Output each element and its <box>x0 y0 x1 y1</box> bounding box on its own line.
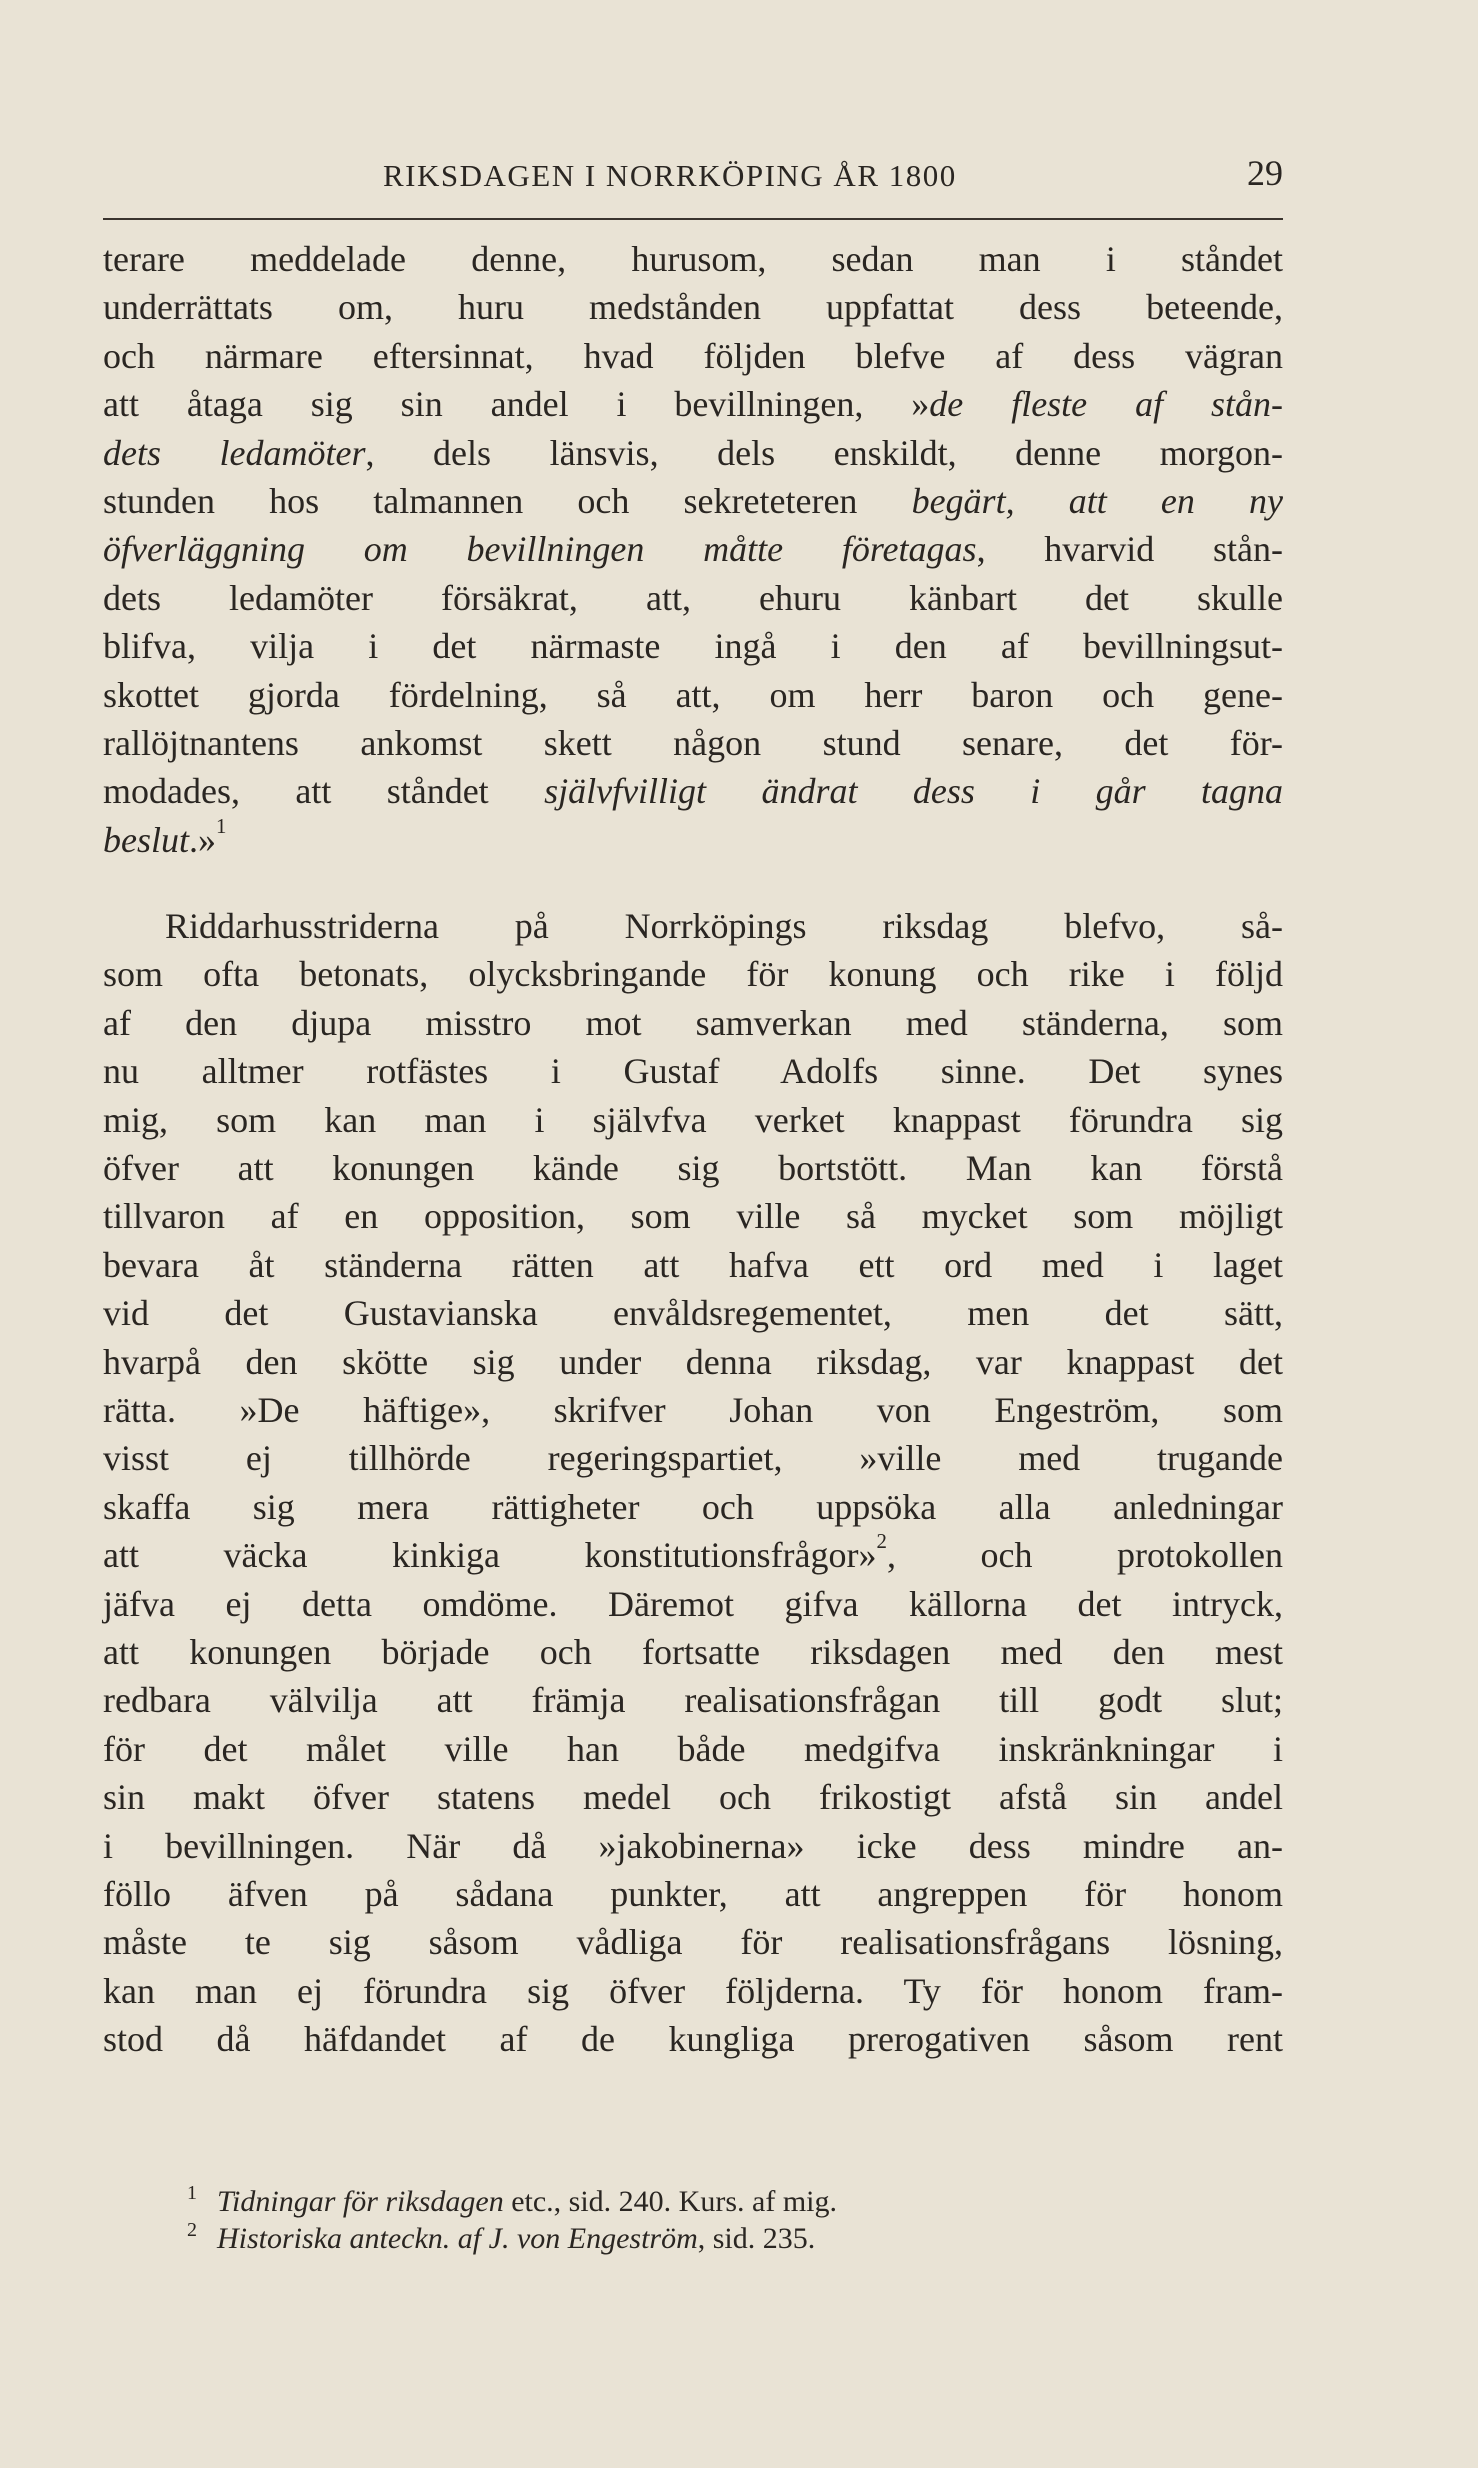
text-line: modades, att ståndet självfvilligt ändrat dess i går tagna <box>103 771 1283 812</box>
text-line: skottet gjorda fördelning, så att, om herr baron och gene- <box>103 674 1283 715</box>
text-line: kan man ej förundra sig öfver följderna. Ty för honom fram- <box>103 1970 1283 2011</box>
page-header <box>103 153 1283 206</box>
footnote <box>103 2183 1283 2220</box>
text-line: föllo äfven på sådana punkter, att angreppen för honom <box>103 1873 1283 1914</box>
text-line: för det målet ville han både medgifva inskränkningar i <box>103 1728 1283 1769</box>
body-text <box>103 235 1283 2063</box>
text-line: beslut.»$^1$ <box>103 813 227 860</box>
text-line: blifva, vilja i det närmaste ingå i den af bevillningsut- <box>103 626 1283 667</box>
text-line: rallöjtnantens ankomst skett någon stund senare, det för- <box>103 722 1283 763</box>
text-line: skaffa sig mera rättigheter och uppsöka alla anledningar <box>103 1486 1283 1527</box>
text-line: dets ledamöter, dels länsvis, dels enskildt, denne morgon- <box>103 432 1283 473</box>
text-line: öfverläggning om bevillningen måtte företagas, hvarvid stån- <box>103 529 1284 570</box>
text-line: dets ledamöter försäkrat, att, ehuru känbart det skulle <box>103 577 1283 618</box>
text-line: mig, som kan man i självfva verket knappast förundra sig <box>103 1099 1283 1140</box>
text-line: tillvaron af en opposition, som ville så mycket som möjligt <box>103 1196 1283 1237</box>
text-line: Riddarhusstriderna på Norrköpings riksdag blefvo, så- <box>165 906 1283 947</box>
text-line: att väcka kinkiga konstitutionsfrågor»$^2$, och protokollen <box>103 1529 1283 1576</box>
text-line: hvarpå den skötte sig under denna riksdag, var knappast det <box>103 1341 1283 1382</box>
page-number: 29 <box>1247 153 1283 193</box>
paragraph-1 <box>103 235 1283 864</box>
running-title: RIKSDAGEN I NORRKÖPING ÅR 1800 <box>383 158 957 193</box>
footnote <box>103 2220 1283 2257</box>
text-line: vid det Gustavianska envåldsregementet, men det sätt, <box>103 1293 1283 1334</box>
footnote-mark: 2 <box>187 2219 197 2241</box>
text-line: öfver att konungen kände sig bortstött. Man kan förstå <box>103 1148 1283 1189</box>
header-rule <box>103 218 1283 220</box>
text-line: stunden hos talmannen och sekreteteren begärt, att en ny <box>103 480 1283 521</box>
text-line: som ofta betonats, olycksbringande för konung och rike i följd <box>103 954 1283 995</box>
text-line: stod då häfdandet af de kungliga prerogativen såsom rent <box>103 2019 1283 2060</box>
footnote-text: Historiska anteckn. af J. von Engeström, sid. 235. <box>217 2222 816 2255</box>
text-line: redbara välvilja att främja realisationsfrågan till godt slut; <box>103 1680 1283 1721</box>
text-line: visst ej tillhörde regeringspartiet, »ville med trugande <box>103 1438 1283 1479</box>
text-line: sin makt öfver statens medel och frikostigt afstå sin andel <box>103 1777 1283 1818</box>
text-line: terare meddelade denne, hurusom, sedan man i ståndet <box>103 239 1283 279</box>
footnote-text: Tidningar för riksdagen etc., sid. 240. Kurs. af mig. <box>217 2185 837 2218</box>
text-line: måste te sig såsom vådliga för realisationsfrågans lösning, <box>103 1922 1283 1963</box>
text-line: och närmare eftersinnat, hvad följden blefve af dess vägran <box>103 335 1283 376</box>
footnotes <box>103 2183 1283 2257</box>
text-line: bevara åt ständerna rätten att hafva ett ord med i laget <box>103 1244 1283 1285</box>
text-line: af den djupa misstro mot samverkan med ständerna, som <box>103 1002 1283 1043</box>
text-line: jäfva ej detta omdöme. Däremot gifva källorna det intryck, <box>103 1583 1283 1624</box>
text-line: underrättats om, huru medstånden uppfattat dess beteende, <box>103 287 1283 328</box>
text-line: nu alltmer rotfästes i Gustaf Adolfs sinne. Det synes <box>103 1051 1283 1092</box>
paragraph-2 <box>103 902 1283 2063</box>
text-line: att konungen började och fortsatte riksdagen med den mest <box>103 1631 1283 1672</box>
footnote-mark: 1 <box>187 2182 197 2204</box>
text-line: att åtaga sig sin andel i bevillningen, »de fleste af stån- <box>103 384 1284 425</box>
paragraph-gap <box>103 864 1283 902</box>
text-line: rätta. »De häftige», skrifver Johan von Engeström, som <box>103 1389 1283 1430</box>
text-line: i bevillningen. När då »jakobinerna» icke dess mindre an- <box>103 1825 1283 1866</box>
